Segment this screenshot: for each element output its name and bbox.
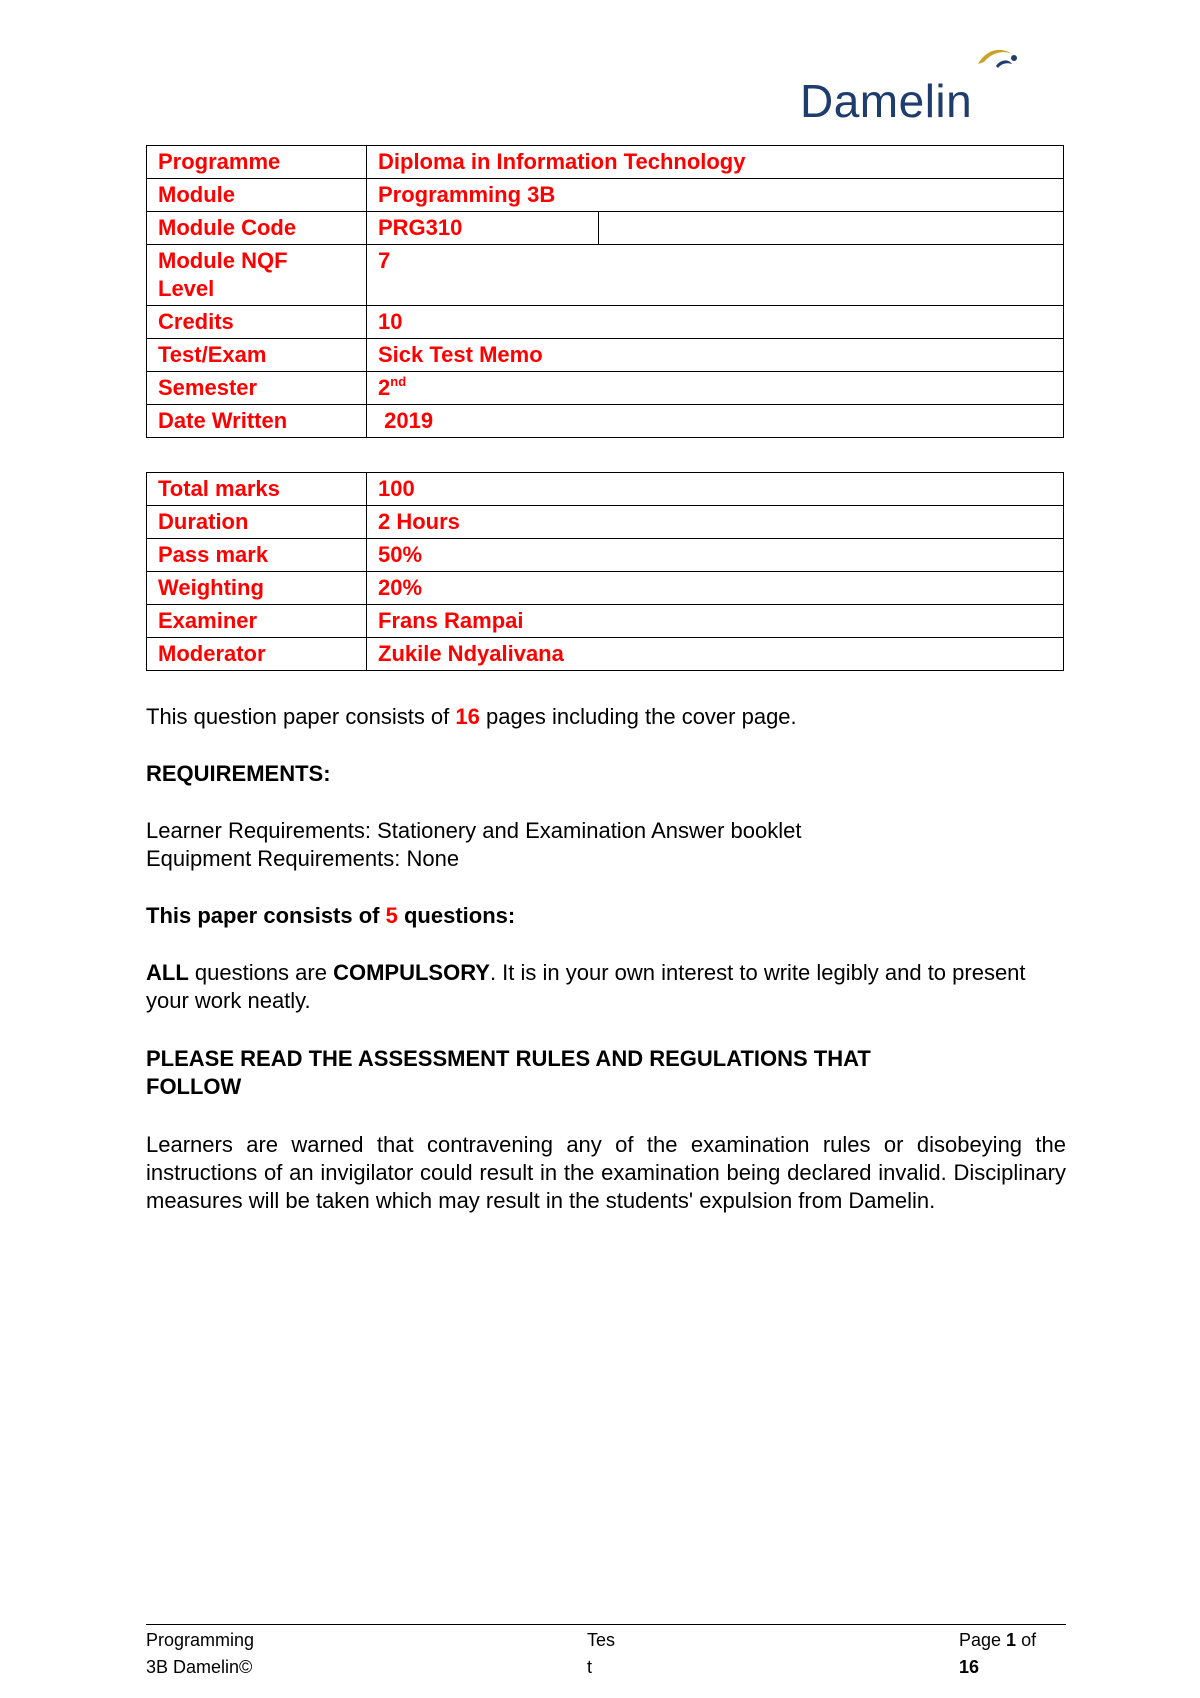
row-value: Programming 3B	[367, 179, 1064, 212]
footer-left: Programming 3B Damelin©	[146, 1630, 255, 1677]
table-row	[147, 212, 1064, 245]
row-value: Zukile Ndyalivana	[367, 638, 1064, 671]
table-row	[147, 473, 1064, 506]
damelin-logo	[800, 44, 1040, 127]
questions-statement: This paper consists of 5 questions:	[146, 903, 516, 928]
module-info-table	[146, 145, 1064, 438]
row-label: Moderator	[147, 638, 367, 671]
row-value: 2019	[367, 405, 1064, 438]
requirements-heading: REQUIREMENTS:	[146, 761, 331, 786]
row-value: Diploma in Information Technology	[367, 146, 1064, 179]
warning-paragraph: Learners are warned that contravening any of the examination rules or disobeying the instructions of an invigilator could result in the examination being declared invalid. Disciplinary measures will be taken which may result in the students' expulsion from Damelin.	[146, 1132, 1066, 1213]
row-label: Module	[147, 179, 367, 212]
table-row	[147, 405, 1064, 438]
table-row	[147, 179, 1064, 212]
row-value: 10	[367, 306, 1064, 339]
table-row	[147, 539, 1064, 572]
row-value: 20%	[367, 572, 1064, 605]
row-value: Frans Rampai	[367, 605, 1064, 638]
row-value: Sick Test Memo	[367, 339, 1064, 372]
assessment-info-table	[146, 472, 1064, 671]
row-label: Test/Exam	[147, 339, 367, 372]
table-row	[147, 638, 1064, 671]
row-label: Date Written	[147, 405, 367, 438]
page-count: 16	[455, 704, 480, 729]
row-value: 100	[367, 473, 1064, 506]
table-row	[147, 605, 1064, 638]
table-row	[147, 372, 1064, 405]
pages-statement: This question paper consists of 16 pages including the cover page.	[146, 704, 797, 729]
row-value: 2 Hours	[367, 506, 1064, 539]
row-value-cell	[367, 212, 1064, 245]
page-number: Page 1 of 16	[959, 1630, 1037, 1677]
table-row	[147, 245, 1064, 306]
row-value: 2nd	[367, 372, 1064, 405]
row-label: Total marks	[147, 473, 367, 506]
row-label: Pass mark	[147, 539, 367, 572]
row-label: Weighting	[147, 572, 367, 605]
rules-heading: PLEASE READ THE ASSESSMENT RULES AND REGULATIONS THAT FOLLOW	[146, 1046, 871, 1099]
logo-wordmark: Damelin	[800, 75, 973, 127]
superscript: nd	[390, 374, 407, 389]
row-label: Duration	[147, 506, 367, 539]
compulsory-statement: ALL questions are COMPULSORY. It is in your own interest to write legibly and to present your work neatly.	[146, 960, 1026, 1013]
row-label: Programme	[147, 146, 367, 179]
row-label: Examiner	[147, 605, 367, 638]
question-count: 5	[385, 903, 398, 928]
row-value: PRG310	[367, 212, 599, 244]
row-value: 50%	[367, 539, 1064, 572]
footer-middle: Tes t	[587, 1630, 616, 1677]
table-row	[147, 306, 1064, 339]
table-row	[147, 506, 1064, 539]
row-value: 7	[367, 245, 1064, 306]
row-label: Module Code	[147, 212, 367, 245]
page-footer	[146, 1624, 1066, 1677]
row-label: Module NQF Level	[147, 245, 367, 306]
row-label: Credits	[147, 306, 367, 339]
learner-requirements: Learner Requirements: Stationery and Examination Answer booklet	[146, 818, 802, 843]
table-row	[147, 572, 1064, 605]
equipment-requirements: Equipment Requirements: None	[146, 846, 460, 871]
table-row	[147, 339, 1064, 372]
row-label: Semester	[147, 372, 367, 405]
table-row	[147, 146, 1064, 179]
